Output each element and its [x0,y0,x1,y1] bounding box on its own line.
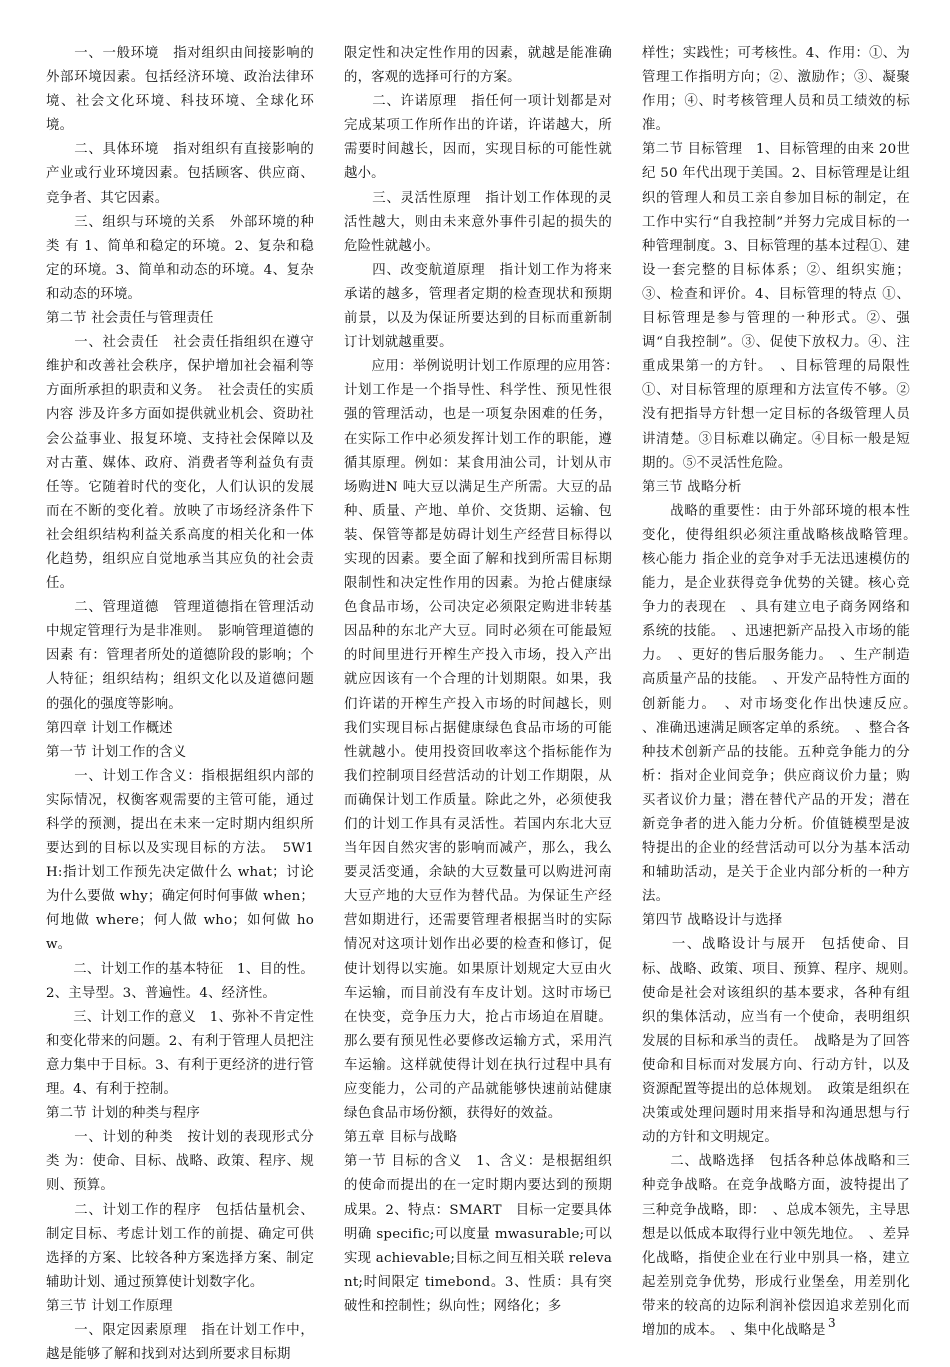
paragraph: 一、计划工作含义：指根据组织内部的实际情况，权衡客观需要的主管可能，通过科学的预测，提出在未来一定时期内组织所要达到的目标以及实现目标的方法。 5W1H:指计划工作预先决定做什么 what；讨论为什么要做 why；确定何时何事做 when；何地做 where；何人做 who；如何做 how。 [46,768,314,953]
paragraph: 第五章 目标与战略 [344,1130,458,1146]
paragraph: 二、许诺原理 指任何一项计划都是对完成某项工作所作出的许诺，许诺越大，所需要时间越长，因而，实现目标的可能性就越小。 [344,94,612,182]
paragraph: 第二节 目标管理 1、目标管理的由来 20世纪 50 年代出现于美国。2、目标管理是让组织的管理人和员工亲自参加目标的制定，在工作中实行“自我控制”并努力完成目标的一种管理制度。3、目标管理的基本过程①、建设一套完整的目标体系；②、组织实施；③、检查和评价。4、目标管理的特点 ①、目标管理是参与管理的一种形式。②、强调“自我控制”。③、促使下放权力。④、注重成果第一的方针。 、目标管理的局限性①、对目标管理的原理和方法宣传不够。②没有把指导方针想一定目标的各级管理人员讲清楚。③目标难以确定。④目标一般是短期的。⑤不灵活性危险。 [642,142,910,471]
paragraph: 一、一般环境 指对组织由间接影响的外部环境因素。包括经济环境、政治法律环境、社会文化环境、科技环境、全球化环境。 [46,46,314,134]
paragraph: 三、计划工作的意义 1、弥补不肯定性和变化带来的问题。2、有利于管理人员把注意力集中于目标。3、有利于更经济的进行管理。4、有利于控制。 [46,1009,314,1098]
paragraph: 一、计划的种类 按计划的表现形式分类 为：使命、目标、战略、政策、程序、规则、预算。 [46,1130,314,1194]
paragraph: 限定性和决定性作用的因素，就越是能准确的，客观的选择可行的方案。 [344,46,612,86]
paragraph: 二、战略选择 包括各种总体战略和三种竞争战略。在竞争战略方面，波特提出了三种竞争战略，即： 、总成本领先，主导思想是以低成本取得行业中领先地位。 、差异化战略，指使企业在行业中别具一格，建立起差别竞争优势，形成行业堡垒，用差别化带来的较高的边际利润补偿因追求差别化而增加的成本。 、集中化战略是 [642,1154,910,1338]
paragraph: 第二节 计划的种类与程序 [46,1106,200,1122]
text-column-left [46,42,314,1367]
paragraph: 二、具体环境 指对组织有直接影响的产业或行业环境因素。包括顾客、供应商、竞争者、其它因素。 [46,142,314,206]
page-number: 3 [828,1316,836,1330]
paragraph: 二、管理道德 管理道德指在管理活动中规定管理行为是非准则。 影响管理道德的因素 有：管理者所处的道德阶段的影响；个人特征；组织结构；组织文化以及道德问题的强化的强度等影响。 [46,600,314,712]
paragraph: 二、计划工作的程序 包括估量机会、制定目标、考虑计划工作的前提、确定可供选择的方案、比较各种方案选择方案、制定辅助计划、通过预算使计划数字化。 [46,1202,314,1290]
paragraph: 一、社会责任 社会责任指组织在遵守维护和改善社会秩序，保护增加社会福利等方面所承担的职责和义务。 社会责任的实质内容 涉及许多方面如提供就业机会、资助社会公益事业、报复环境、支持社会保障以及对古董、媒体、政府、消费者等利益负有责任等。它随着时代的变化，人们认识的发展而在不断的变化着。放映了市场经济条件下社会组织结构利益关系高度的相关化和一体化趋势，组织应自觉地承当其应负的社会责任。 [46,335,314,592]
paragraph: 四、改变航道原理 指计划工作为将来承诺的越多，管理者定期的检查现状和预期前景，以及为保证所要达到的目标而重新制订计划就越重要。 [344,262,612,351]
paragraph: 第四章 计划工作概述 [46,720,173,736]
paragraph: 第三节 计划工作原理 [46,1298,173,1314]
paragraph: 战略的重要性：由于外部环境的根本性变化，使得组织必须注重战略核战略管理。 核心能力 指企业的竞争对手无法迅速模仿的能力，是企业获得竞争优势的关键。核心竞争力的表现在 、具有建立电子商务网络和系统的技能。 、迅速把新产品投入市场的能力。 、更好的售后服务能力。 、生产制造高质量产品的技能。 、开发产品特性方面的创新能力。 、对市场变化作出快速反应。 、准确迅速满足顾客定单的系统。 、整合各种技术创新产品的技能。五种竞争能力的分析：指对企业间竞争；供应商议价力量；购买者议价力量；潜在替代产品的开发；潜在新竞争者的进入能力分析。价值链模型是波特提出的企业的经营活动可以分为基本活动和辅助活动，是关于企业内部分析的一种方法。 [642,503,924,905]
paragraph: 第三节 战略分析 [642,479,742,495]
paragraph: 第四节 战略设计与选择 [642,913,783,929]
paragraph: 三、灵活性原理 指计划工作体现的灵活性越大，则由未来意外事件引起的损失的危险性就越小。 [344,190,612,254]
paragraph: 一、限定因素原理 指在计划工作中，越是能够了解和找到对达到所要求目标期 [46,1322,314,1363]
paragraph: 应用：举例说明计划工作原理的应用答： 计划工作是一个指导性、科学性、预见性很强的管理活动，也是一项复杂困难的任务，在实际工作中必须发挥计划工作的职能，遵循其原理。例如：某食用油公司，计划从市场购进N 吨大豆以满足生产所需。大豆的品种、质量、产地、单价、交货期、运输、包装、保管等都是妨碍计划生产经营目标得以实现的因素。要全面了解和找到所需目标期限制性和决定性作用的因素。为抢占健康绿色食品市场，公司决定必须限定购进非转基因品种的东北产大豆。同时必须在可能最短的时间里进行开榨生产投入市场，投入产出就应因该有一个合理的计划期限。如果，我们许诺的开榨生产投入市场的时间越长，则我们实现目标占据健康绿色食品市场的可能性就越小。使用投资回收率这个指标能作为我们控制项目经营活动的计划工作期限，从而确保计划工作质量。除此之外，必须使我们的计划工作具有灵活性。若国内东北大豆当年因自然灾害的影响而减产，那么，我么要灵活变通，余缺的大豆数量可以购进河南大豆产地的大豆作为替代品。为保证生产经营如期进行，还需要管理者根据当时的实际情况对这项计划作出必要的检查和修订，促使计划得以实施。如果原计划规定大豆由火车运输，而目前没有车皮计划。这时市场已在快变，竞争压力大，抢占市场迫在眉睫。那么要有预见性必要修改运输方式，采用汽车运输。这样就使得计划在执行过程中具有应变能力，公司的产品就能够快速前站健康绿色食品市场份额，获得好的效益。 [344,359,626,1122]
text-column-middle [344,42,626,1319]
paragraph: 二、计划工作的基本特征 1、目的性。2、主导型。3、普遍性。4、经济性。 [46,961,314,1001]
text-column-right [642,42,924,1343]
paragraph: 样性；实践性；可考核性。4、作用：①、为管理工作指明方向；②、激励作；③、凝聚作用；④、时考核管理人员和员工绩效的标准。 [642,46,910,134]
paragraph: 三、组织与环境的关系 外部环境的种类 有 1、简单和稳定的环境。2、复杂和稳定的环境。3、简单和动态的环境。4、复杂和动态的环境。 [46,214,314,302]
paragraph: 第一节 目标的含义 1、含义：是根据组织的使命而提出的在一定时期内要达到的预期成果。2、特点：SMART 目标一定要具体明确 specific;可以度量 mwasurable;可以实现 achievable;目标之间互相关联 relevant;时间限定 timebond。3、性质：具有突破性和控制性；纵向性；网络化；多 [344,1154,612,1314]
paragraph: 第一节 计划工作的含义 [46,744,187,760]
paragraph: 第二节 社会责任与管理责任 [46,311,214,327]
paragraph: 一、战略设计与展开 包括使命、目标、战略、政策、项目、预算、程序、规则。 使命是社会对该组织的基本要求，各种有组织的集体活动，应当有一个使命，表明组织发展的目标和承当的责任。 战略是为了回答使命和目标而对发展方向、行动方针，以及资源配置等提出的总体规划。 政策是组织在决策或处理问题时用来指导和沟通思想与行动的方针和文明规定。 [642,937,924,1146]
